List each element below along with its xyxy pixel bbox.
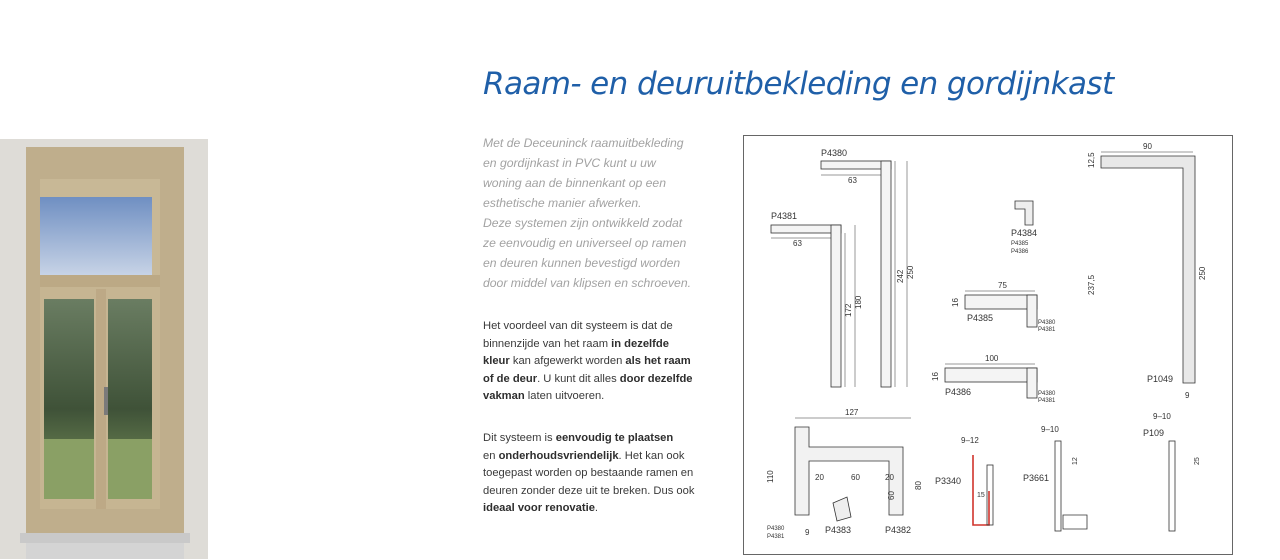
paragraph-line (483, 336, 733, 354)
ref-p4381-b: P4381 (1038, 398, 1056, 404)
text-run: Dit systeem is (483, 432, 556, 444)
dim-75: 75 (998, 281, 1007, 290)
label-p4386: P4386 (945, 387, 972, 397)
ref-p4380-c: P4380 (767, 526, 785, 532)
intro-line: esthetische manier afwerken. (483, 196, 642, 210)
paragraph-line (483, 388, 733, 406)
corner-piece-icon (1015, 201, 1033, 225)
page-title: Raam- en deuruitbekleding en gordijnkast (483, 66, 1114, 102)
text-run: en (483, 449, 499, 462)
text-run: kan afgewerkt worden (509, 355, 626, 367)
dim-100: 100 (985, 354, 999, 363)
dim-110: 110 (766, 470, 775, 483)
paragraph-line (483, 448, 733, 466)
label-p4382: P4382 (885, 525, 912, 535)
dim-15: 15 (977, 492, 985, 499)
text-run: . U kunt dit alles (537, 372, 620, 385)
paragraph-line: deuren zonder deze uit te breken. Dus ook (483, 484, 695, 497)
profile-p3661 (1055, 441, 1061, 531)
dim-90: 90 (1143, 142, 1152, 151)
technical-drawing (743, 135, 1233, 555)
dim-250-b: 250 (1198, 266, 1207, 280)
dim-20-a: 20 (815, 473, 824, 482)
label-p4380: P4380 (821, 148, 848, 158)
dim-127: 127 (845, 408, 859, 417)
label-p4383: P4383 (825, 525, 852, 535)
paragraph-line (483, 430, 733, 448)
ref-p4381-a: P4381 (1038, 327, 1056, 333)
bold-text: kleur (483, 355, 510, 367)
dim-63-a: 63 (848, 176, 857, 185)
label-p4385: P4385 (967, 313, 994, 323)
bold-text: onderhoudsvriendelijk (498, 449, 619, 462)
profile-p109 (1169, 441, 1175, 531)
intro-line: ze eenvoudig en universeel op ramen (483, 236, 687, 250)
bold-text: ideaal voor renovatie (483, 502, 595, 514)
paragraph-line (483, 371, 733, 389)
bold-text: door dezelfde (619, 372, 693, 385)
paragraph-line: Het voordeel van dit systeem is dat de (483, 320, 673, 332)
dim-16-b: 16 (931, 372, 940, 381)
bold-text: of de deur (483, 372, 538, 385)
ref-p4380-a: P4380 (1038, 320, 1056, 326)
intro-line: en deuren kunnen bevestigd worden (483, 256, 681, 270)
label-p4384: P4384 (1011, 228, 1038, 238)
profile-p4385 (965, 295, 1037, 309)
profile-p1049 (1101, 156, 1195, 383)
profile-p3340 (973, 455, 989, 525)
intro-line: Deze systemen zijn ontwikkeld zodat (483, 216, 683, 230)
profile-p4381-top (771, 225, 841, 233)
profile-p4386 (945, 368, 1037, 382)
dim-60-a: 60 (851, 473, 860, 482)
profile-p4382 (795, 427, 903, 515)
dim-180: 180 (854, 295, 863, 309)
label-p3340: P3340 (935, 476, 962, 486)
intro-text (483, 133, 733, 293)
text-run: laten uitvoeren. (524, 390, 605, 402)
paragraph-line (483, 500, 733, 518)
profile-p4380-vertical (881, 161, 891, 387)
profile-p4380-top (821, 161, 891, 169)
bracket-icon (833, 497, 851, 521)
dim-63-b: 63 (793, 239, 802, 248)
dim-12-5: 12,5 (1087, 152, 1096, 168)
label-p4384-sub2: P4386 (1011, 249, 1029, 255)
intro-line: Met de Deceuninck raamuitbekleding (483, 136, 684, 150)
dim-12: 12 (1072, 457, 1079, 465)
paragraph-line: toegepast worden op bestaande ramen en (483, 467, 694, 479)
bold-text: eenvoudig te plaatsen (555, 432, 674, 444)
dim-242: 242 (896, 269, 905, 283)
intro-line: en gordijnkast in PVC kunt u uw (483, 156, 656, 170)
maintenance-paragraph (483, 430, 733, 518)
ref-p4381-c: P4381 (767, 534, 785, 540)
label-p109: P109 (1143, 428, 1165, 438)
intro-line: woning aan de binnenkant op een (483, 176, 666, 190)
dim-9-b: 9 (805, 528, 810, 537)
dim-9-a: 9 (1185, 391, 1190, 400)
bold-text: in dezelfde (611, 337, 669, 350)
profile-p4381-vertical (831, 225, 841, 387)
window-photo (0, 139, 208, 559)
text-run: binnenzijde van het raam (483, 337, 612, 350)
dim-16-a: 16 (951, 298, 960, 307)
text-run: . (594, 502, 599, 514)
dim-80: 80 (914, 481, 923, 490)
dim-60-b: 60 (887, 491, 896, 500)
dim-250-a: 250 (906, 265, 915, 279)
paragraph-line (483, 353, 733, 371)
label-p4381: P4381 (771, 211, 798, 221)
bold-text: als het raam (625, 355, 691, 367)
intro-line: door middel van klipsen en schroeven. (483, 276, 691, 290)
dim-9-10-a: 9–10 (1041, 425, 1059, 434)
dim-9-12: 9–12 (961, 436, 979, 445)
text-run: . Het kan ook (618, 449, 685, 462)
advantage-paragraph (483, 318, 733, 406)
dim-237-5: 237,5 (1087, 274, 1096, 295)
label-p3661: P3661 (1023, 473, 1050, 483)
dim-20-b: 20 (885, 473, 894, 482)
label-p1049: P1049 (1147, 374, 1174, 384)
dim-25: 25 (1194, 457, 1201, 465)
dim-9-10-b: 9–10 (1153, 412, 1171, 421)
bold-text: vakman (483, 390, 525, 402)
dim-172: 172 (844, 303, 853, 317)
label-p4384-sub1: P4385 (1011, 241, 1029, 247)
ref-p4380-b: P4380 (1038, 391, 1056, 397)
